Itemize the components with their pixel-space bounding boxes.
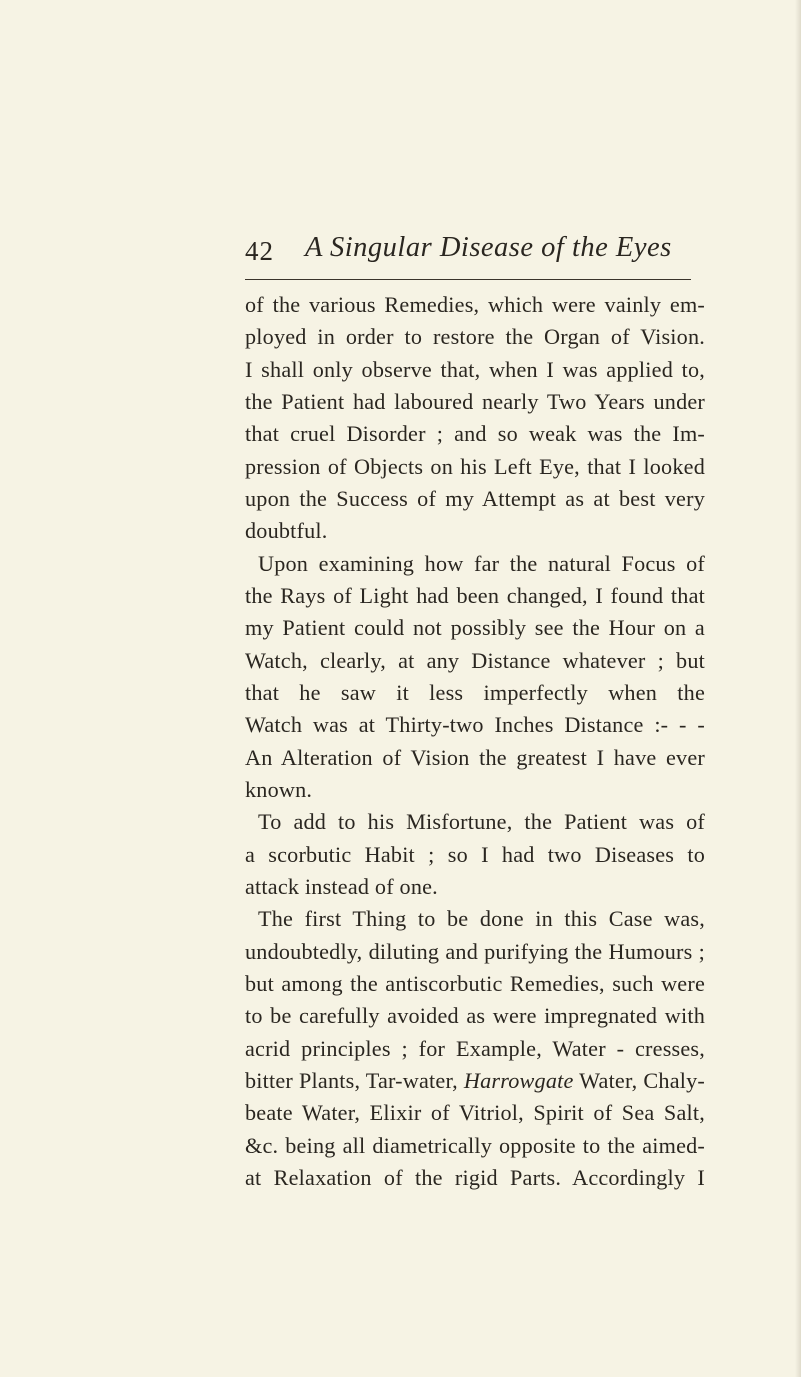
text-line: doubtful. — [245, 518, 328, 544]
text-line: a scorbutic Habit ; so I had two Diseases to — [245, 841, 705, 867]
header-rule — [245, 279, 691, 280]
text-line: ployed in order to restore the Organ of Vision. — [245, 324, 705, 350]
text-line: to be carefully avoided as were impregnated with — [245, 1003, 705, 1029]
text-segment: Water, Chaly- — [579, 1067, 705, 1093]
body-text — [245, 289, 705, 1194]
text-line: my Patient could not possibly see the Hour on a — [245, 615, 705, 641]
text-line: beate Water, Elixir of Vitriol, Spirit of Sea Salt, — [245, 1100, 705, 1126]
running-head — [245, 230, 691, 270]
text-line: known. — [245, 776, 313, 802]
text-segment: bitter Plants, Tar-water, — [245, 1067, 458, 1093]
text-line: undoubtedly, diluting and purifying the Humours ; — [245, 938, 705, 964]
text-line: Watch, clearly, at any Distance whatever ; but — [245, 647, 705, 673]
text-line: at Relaxation of the rigid Parts. Accordingly I — [245, 1164, 705, 1190]
page-edge-shadow — [795, 0, 801, 1377]
text-line: I shall only observe that, when I was applied to, — [245, 356, 705, 382]
text-line: the Rays of Light had been changed, I found that — [245, 582, 705, 608]
text-line: &c. being all diametrically opposite to the aimed- — [245, 1132, 705, 1158]
paragraph-start-line: Upon examining how far the natural Focus of — [258, 550, 705, 576]
paragraph-start-line: The first Thing to be done in this Case was, — [258, 906, 705, 932]
text-line: upon the Success of my Attempt as at best very — [245, 485, 705, 511]
paragraph-start-line: To add to his Misfortune, the Patient was of — [258, 809, 705, 835]
text-line: that he saw it less imperfectly when the — [245, 679, 705, 705]
text-line: Watch was at Thirty-two Inches Distance :- - - — [245, 712, 705, 738]
text-line-with-italic — [245, 1065, 705, 1097]
text-line: but among the antiscorbutic Remedies, such were — [245, 970, 705, 996]
page-number: 42 — [245, 236, 274, 266]
text-line: acrid principles ; for Example, Water - cresses, — [245, 1035, 705, 1061]
text-line: pression of Objects on his Left Eye, that I looked — [245, 453, 705, 479]
italic-place-name: Harrowgate — [463, 1067, 574, 1093]
text-line: that cruel Disorder ; and so weak was the Im- — [245, 421, 705, 447]
text-line: An Alteration of Vision the greatest I have ever — [245, 744, 705, 770]
text-line: the Patient had laboured nearly Two Years under — [245, 388, 705, 414]
running-title: A Singular Disease of the Eyes — [305, 232, 672, 263]
text-line: of the various Remedies, which were vainly em- — [245, 292, 705, 317]
text-line: attack instead of one. — [245, 873, 438, 899]
